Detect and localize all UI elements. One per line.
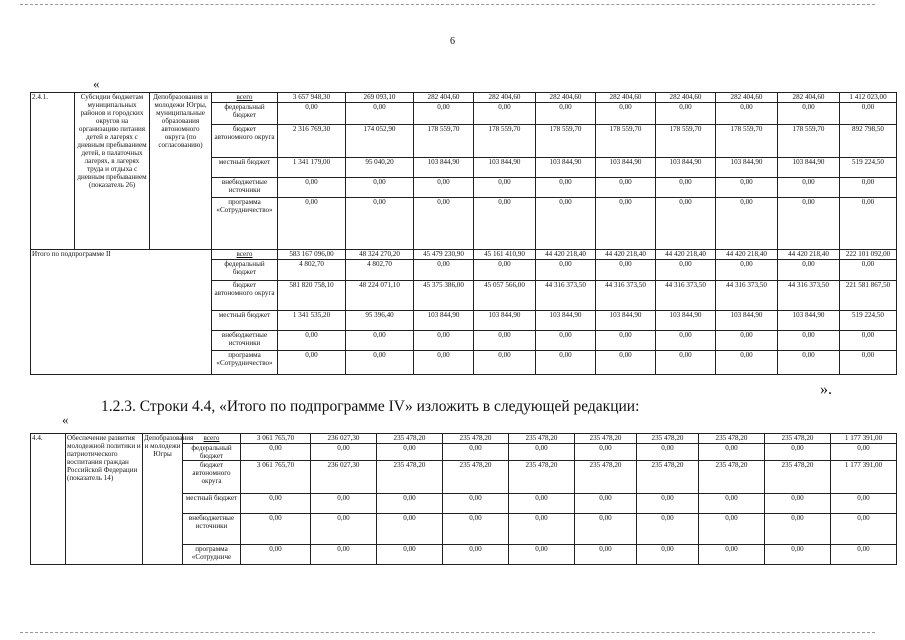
amount-cell: 45 479 230,90 <box>414 250 474 260</box>
amount-cell: 48 224 071,10 <box>346 281 414 311</box>
amount-cell: 178 559,70 <box>656 125 716 158</box>
amount-cell: 0,00 <box>716 198 778 250</box>
amount-cell: 0,00 <box>575 514 637 545</box>
amount-cell: 103 844,90 <box>656 158 716 178</box>
amount-cell: 44 316 373,50 <box>596 281 656 311</box>
amount-cell: 1 412 023,00 <box>840 93 897 103</box>
amount-cell: 235 478,20 <box>575 434 637 444</box>
amount-cell: 103 844,90 <box>716 311 778 331</box>
amount-cell: 4 802,70 <box>346 260 414 281</box>
amount-cell: 103 844,90 <box>716 158 778 178</box>
amount-cell: 3 061 765,70 <box>241 434 311 444</box>
amount-cell: 0,00 <box>414 351 474 375</box>
amount-cell: 235 478,20 <box>443 434 509 444</box>
amount-cell: 103 844,90 <box>596 311 656 331</box>
amount-cell: 45 057 566,00 <box>474 281 536 311</box>
funding-source: программа «Сотрудничество» <box>212 198 278 250</box>
row-code: 4.4. <box>31 434 66 565</box>
amount-cell: 0,00 <box>840 331 897 351</box>
amount-cell: 44 316 373,50 <box>716 281 778 311</box>
amount-cell: 0,00 <box>656 198 716 250</box>
amount-cell: 0,00 <box>637 514 699 545</box>
funding-source: местный бюджет <box>212 311 278 331</box>
amount-cell: 44 420 218,40 <box>716 250 778 260</box>
opening-quote-1: « <box>93 76 100 91</box>
amount-cell: 0,00 <box>536 178 596 198</box>
funding-source: федеральный бюджет <box>212 260 278 281</box>
amount-cell: 0,00 <box>536 351 596 375</box>
amount-cell: 0,00 <box>414 178 474 198</box>
amount-cell: 1 177 391,00 <box>831 461 897 494</box>
amount-cell: 103 844,90 <box>536 311 596 331</box>
amount-cell: 0,00 <box>765 494 831 514</box>
amount-cell: 0,00 <box>509 494 575 514</box>
amount-cell: 4 802,70 <box>278 260 346 281</box>
amount-cell: 0,00 <box>831 494 897 514</box>
amount-cell: 0,00 <box>637 494 699 514</box>
funding-source: всего <box>212 250 278 260</box>
amount-cell: 0,00 <box>596 103 656 125</box>
amount-cell: 0,00 <box>414 198 474 250</box>
amount-cell: 103 844,90 <box>474 158 536 178</box>
amount-cell: 0,00 <box>278 331 346 351</box>
amount-cell: 235 478,20 <box>765 461 831 494</box>
amount-cell: 0,00 <box>346 331 414 351</box>
amount-cell: 282 404,60 <box>656 93 716 103</box>
amount-cell: 0,00 <box>241 545 311 565</box>
amount-cell: 0,00 <box>474 198 536 250</box>
amount-cell: 0,00 <box>596 331 656 351</box>
subprogram-2-table <box>30 92 897 375</box>
amount-cell: 0,00 <box>575 494 637 514</box>
amount-cell: 222 101 092,00 <box>840 250 897 260</box>
amount-cell: 2 316 769,30 <box>278 125 346 158</box>
amount-cell: 1 341 535,20 <box>278 311 346 331</box>
amount-cell: 0,00 <box>765 545 831 565</box>
amount-cell: 0,00 <box>414 103 474 125</box>
amount-cell: 0,00 <box>278 351 346 375</box>
amount-cell: 0,00 <box>414 331 474 351</box>
amount-cell: 221 581 867,50 <box>840 281 897 311</box>
amount-cell: 44 316 373,50 <box>778 281 840 311</box>
amount-cell: 0,00 <box>311 444 377 461</box>
amount-cell: 282 404,60 <box>474 93 536 103</box>
amount-cell: 0,00 <box>778 260 840 281</box>
amount-cell: 0,00 <box>575 444 637 461</box>
amount-cell: 581 820 758,10 <box>278 281 346 311</box>
amount-cell: 0,00 <box>311 545 377 565</box>
funding-source: внебюджетные источники <box>212 178 278 198</box>
amount-cell: 0,00 <box>778 178 840 198</box>
amount-cell: 0,00 <box>377 494 443 514</box>
amount-cell: 0,00 <box>637 545 699 565</box>
amount-cell: 0,00 <box>596 351 656 375</box>
row-title: Обеспечение развития молодежной политики и патриотического воспитания граждан Российской Федерации (показатель 14) <box>66 434 143 565</box>
amount-cell: 0,00 <box>778 331 840 351</box>
amount-cell: 0,00 <box>778 351 840 375</box>
amount-cell: 0,00 <box>311 514 377 545</box>
amount-cell: 0,00 <box>509 545 575 565</box>
amount-cell: 235 478,20 <box>443 461 509 494</box>
amount-cell: 0,00 <box>536 103 596 125</box>
amount-cell: 103 844,90 <box>414 311 474 331</box>
amount-cell: 103 844,90 <box>656 311 716 331</box>
amount-cell: 178 559,70 <box>596 125 656 158</box>
amount-cell: 0,00 <box>509 514 575 545</box>
amount-cell: 235 478,20 <box>377 461 443 494</box>
funding-source: внебюджетные источники <box>183 514 241 545</box>
amount-cell: 0,00 <box>241 514 311 545</box>
amount-cell: 0,00 <box>509 444 575 461</box>
amount-cell: 178 559,70 <box>778 125 840 158</box>
amount-cell: 519 224,50 <box>840 311 897 331</box>
amount-cell: 178 559,70 <box>716 125 778 158</box>
amount-cell: 0,00 <box>536 198 596 250</box>
amount-cell: 0,00 <box>699 444 765 461</box>
amount-cell: 0,00 <box>346 103 414 125</box>
amount-cell: 0,00 <box>656 331 716 351</box>
funding-source: программа «Сотрудничество» <box>212 351 278 375</box>
amount-cell: 236 027,30 <box>311 461 377 494</box>
amount-cell: 236 027,30 <box>311 434 377 444</box>
amount-cell: 0,00 <box>474 351 536 375</box>
amount-cell: 282 404,60 <box>536 93 596 103</box>
amount-cell: 0,00 <box>575 545 637 565</box>
amount-cell: 235 478,20 <box>509 434 575 444</box>
funding-source: бюджет автономного округа <box>212 125 278 158</box>
amount-cell: 269 093,10 <box>346 93 414 103</box>
amount-cell: 0,00 <box>716 260 778 281</box>
amount-cell: 0,00 <box>278 178 346 198</box>
amount-cell: 103 844,90 <box>414 158 474 178</box>
row-executor: Депобразования и молодежи Югры, муниципальные образования автономного округа (по согласованию) <box>150 93 212 250</box>
scan-edge-bottom <box>20 632 875 633</box>
closing-quote-1: ». <box>820 381 832 398</box>
amount-cell: 95 396,40 <box>346 311 414 331</box>
row-code: 2.4.1. <box>31 93 75 250</box>
amount-cell: 0,00 <box>443 514 509 545</box>
funding-source: местный бюджет <box>183 494 241 514</box>
amount-cell: 1 341 179,00 <box>278 158 346 178</box>
amount-cell: 0,00 <box>831 545 897 565</box>
amount-cell: 44 420 218,40 <box>656 250 716 260</box>
amount-cell: 103 844,90 <box>778 311 840 331</box>
table-row <box>31 93 897 103</box>
amount-cell: 44 316 373,50 <box>656 281 716 311</box>
funding-source: бюджет автономного округа <box>183 461 241 494</box>
amount-cell: 0,00 <box>637 444 699 461</box>
funding-source: всего <box>183 434 241 444</box>
amount-cell: 0,00 <box>765 444 831 461</box>
total-label: Итого по подпрограмме II <box>31 250 212 375</box>
table2-body <box>31 434 897 565</box>
amount-cell: 0,00 <box>656 351 716 375</box>
amount-cell: 0,00 <box>536 260 596 281</box>
funding-source: федеральный бюджет <box>183 444 241 461</box>
amount-cell: 0,00 <box>778 103 840 125</box>
amount-cell: 0,00 <box>699 514 765 545</box>
amount-cell: 44 420 218,40 <box>596 250 656 260</box>
amount-cell: 235 478,20 <box>765 434 831 444</box>
amount-cell: 0,00 <box>716 178 778 198</box>
amount-cell: 3 061 765,70 <box>241 461 311 494</box>
amount-cell: 0,00 <box>840 351 897 375</box>
amount-cell: 103 844,90 <box>536 158 596 178</box>
amount-cell: 235 478,20 <box>637 434 699 444</box>
amount-cell: 235 478,20 <box>699 434 765 444</box>
funding-source: всего <box>212 93 278 103</box>
page-number: 6 <box>450 36 455 47</box>
amount-cell: 282 404,60 <box>716 93 778 103</box>
amount-cell: 282 404,60 <box>778 93 840 103</box>
amount-cell: 103 844,90 <box>474 311 536 331</box>
amount-cell: 0,00 <box>831 444 897 461</box>
funding-source: внебюджетные источники <box>212 331 278 351</box>
amendment-instruction: 1.2.3. Строки 4.4, «Итого по подпрограмме IV» изложить в следующей редакции: <box>101 398 640 415</box>
amount-cell: 1 177 391,00 <box>831 434 897 444</box>
amount-cell: 174 052,90 <box>346 125 414 158</box>
amount-cell: 0,00 <box>474 103 536 125</box>
amount-cell: 0,00 <box>765 514 831 545</box>
amount-cell: 0,00 <box>656 103 716 125</box>
opening-quote-2: « <box>62 412 69 427</box>
amount-cell: 0,00 <box>596 260 656 281</box>
amount-cell: 0,00 <box>596 198 656 250</box>
row-title: Субсидии бюджетам муниципальных районов и городских округов на организацию питания детей в лагерях с дневным пребыванием детей, в палаточных лагерях, в лагерях труда и отдыха с дневным пребыванием (показатель 26) <box>75 93 150 250</box>
total-row <box>31 250 897 260</box>
amount-cell: 519 224,50 <box>840 158 897 178</box>
amount-cell: 103 844,90 <box>778 158 840 178</box>
funding-source: программа «Сотрудниче <box>183 545 241 565</box>
amount-cell: 178 559,70 <box>474 125 536 158</box>
amount-cell: 0,00 <box>346 178 414 198</box>
amount-cell: 0,00 <box>699 494 765 514</box>
amount-cell: 178 559,70 <box>414 125 474 158</box>
amount-cell: 0,00 <box>716 351 778 375</box>
amount-cell: 0,00 <box>474 260 536 281</box>
amount-cell: 892 798,50 <box>840 125 897 158</box>
amount-cell: 0,00 <box>831 514 897 545</box>
amount-cell: 0,00 <box>716 331 778 351</box>
funding-source: местный бюджет <box>212 158 278 178</box>
amount-cell: 282 404,60 <box>414 93 474 103</box>
amount-cell: 0,00 <box>278 103 346 125</box>
row-executor: Депобразования и молодежи Югры <box>143 434 183 565</box>
amount-cell: 282 404,60 <box>596 93 656 103</box>
amount-cell: 0,00 <box>377 545 443 565</box>
amount-cell: 0,00 <box>778 198 840 250</box>
amount-cell: 0,00 <box>241 444 311 461</box>
amount-cell: 235 478,20 <box>637 461 699 494</box>
amount-cell: 235 478,20 <box>575 461 637 494</box>
amount-cell: 0,00 <box>414 260 474 281</box>
amount-cell: 235 478,20 <box>509 461 575 494</box>
amount-cell: 0,00 <box>656 178 716 198</box>
amount-cell: 178 559,70 <box>536 125 596 158</box>
amount-cell: 95 040,20 <box>346 158 414 178</box>
amount-cell: 44 420 218,40 <box>536 250 596 260</box>
line-4-4-table <box>30 433 897 565</box>
amount-cell: 0,00 <box>656 260 716 281</box>
amount-cell: 0,00 <box>716 103 778 125</box>
amount-cell: 0,00 <box>241 494 311 514</box>
amount-cell: 0,00 <box>699 545 765 565</box>
funding-source: бюджет автономного округа <box>212 281 278 311</box>
amount-cell: 0,00 <box>596 178 656 198</box>
table-row <box>31 434 897 444</box>
amount-cell: 235 478,20 <box>699 461 765 494</box>
funding-source: федеральный бюджет <box>212 103 278 125</box>
amount-cell: 103 844,90 <box>596 158 656 178</box>
amount-cell: 48 324 270,20 <box>346 250 414 260</box>
amount-cell: 3 657 948,30 <box>278 93 346 103</box>
scan-edge-top <box>20 4 875 5</box>
amount-cell: 0,00 <box>443 545 509 565</box>
amount-cell: 0,00 <box>443 444 509 461</box>
table1-body <box>31 93 897 375</box>
amount-cell: 45 375 386,00 <box>414 281 474 311</box>
amount-cell: 0,00 <box>840 178 897 198</box>
amount-cell: 0,00 <box>840 260 897 281</box>
amount-cell: 0,00 <box>840 103 897 125</box>
amount-cell: 0,00 <box>474 178 536 198</box>
amount-cell: 0,00 <box>311 494 377 514</box>
amount-cell: 0,00 <box>278 198 346 250</box>
amount-cell: 0,00 <box>346 351 414 375</box>
amount-cell: 44 420 218,40 <box>778 250 840 260</box>
amount-cell: 0,00 <box>474 331 536 351</box>
amount-cell: 0,00 <box>377 444 443 461</box>
amount-cell: 0,00 <box>536 331 596 351</box>
amount-cell: 0,00 <box>443 494 509 514</box>
amount-cell: 45 161 410,90 <box>474 250 536 260</box>
amount-cell: 583 167 096,00 <box>278 250 346 260</box>
amount-cell: 44 316 373,50 <box>536 281 596 311</box>
amount-cell: 0,00 <box>377 514 443 545</box>
amount-cell: 235 478,20 <box>377 434 443 444</box>
amount-cell: 0,00 <box>840 198 897 250</box>
amount-cell: 0,00 <box>346 198 414 250</box>
